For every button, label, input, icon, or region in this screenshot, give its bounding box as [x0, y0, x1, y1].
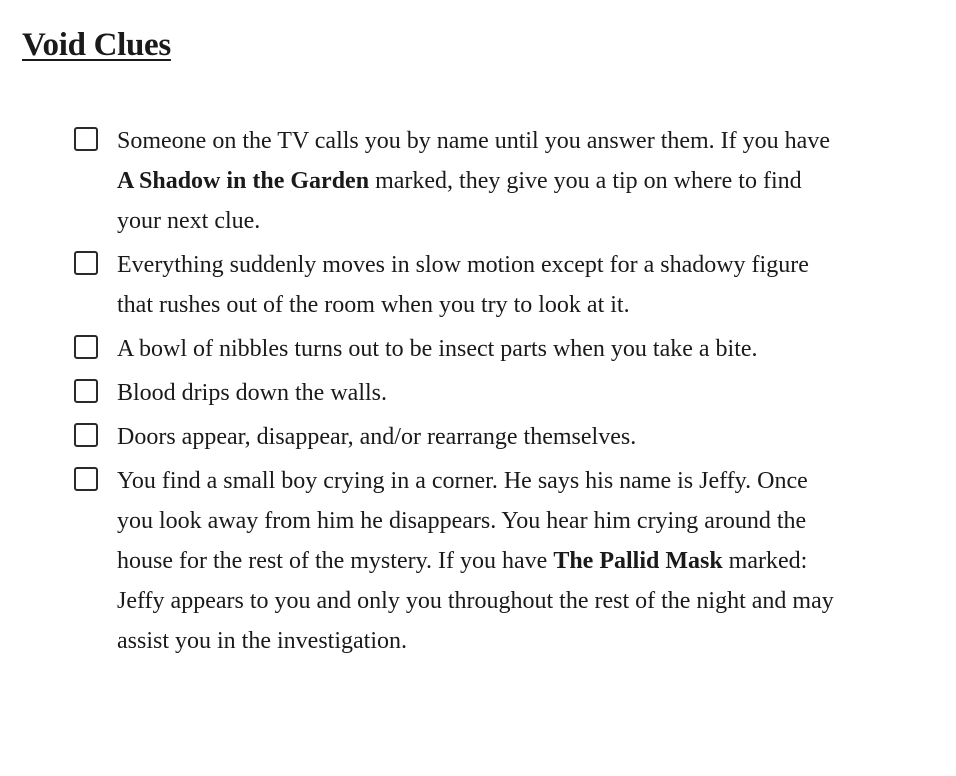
clue-text-part: marked: Jeffy appears to you and only you throughout the rest of the night and may assist you in the investigation. — [117, 548, 834, 654]
clue-text — [117, 245, 839, 325]
clue-checklist — [74, 121, 854, 665]
clue-item — [74, 329, 854, 369]
clue-checkbox[interactable] — [74, 467, 98, 491]
clue-text — [117, 373, 839, 413]
clue-item — [74, 121, 854, 241]
clue-bold-reference: The Pallid Mask — [553, 548, 723, 574]
clue-item — [74, 417, 854, 457]
clue-checkbox[interactable] — [74, 335, 98, 359]
clue-item — [74, 461, 854, 661]
clue-text — [117, 417, 839, 457]
clue-text-part: marked, they give you a tip on where to find your next clue. — [117, 168, 802, 234]
clue-checkbox[interactable] — [74, 423, 98, 447]
clue-item — [74, 373, 854, 413]
clue-text — [117, 329, 839, 369]
clue-checkbox[interactable] — [74, 379, 98, 403]
page-title: Void Clues — [22, 27, 171, 63]
clue-text-part: Doors appear, disappear, and/or rearrange themselves. — [117, 424, 637, 450]
clue-checkbox[interactable] — [74, 251, 98, 275]
clue-text — [117, 461, 839, 661]
clue-text-part: You find a small boy crying in a corner. He says his name is Jeffy. Once you look away from him he disappears. You hear him crying around the house for the rest of the mystery. If you have — [117, 468, 808, 574]
clue-text-part: Someone on the TV calls you by name until you answer them. If you have — [117, 128, 830, 154]
clue-checkbox[interactable] — [74, 127, 98, 151]
clue-text-part: A bowl of nibbles turns out to be insect parts when you take a bite. — [117, 336, 758, 362]
clue-bold-reference: A Shadow in the Garden — [117, 168, 370, 194]
clue-text-part: Blood drips down the walls. — [117, 380, 387, 406]
clue-text-part: Everything suddenly moves in slow motion except for a shadowy figure that rushes out of the room when you try to look at it. — [117, 252, 809, 318]
clue-text — [117, 121, 839, 241]
clue-item — [74, 245, 854, 325]
